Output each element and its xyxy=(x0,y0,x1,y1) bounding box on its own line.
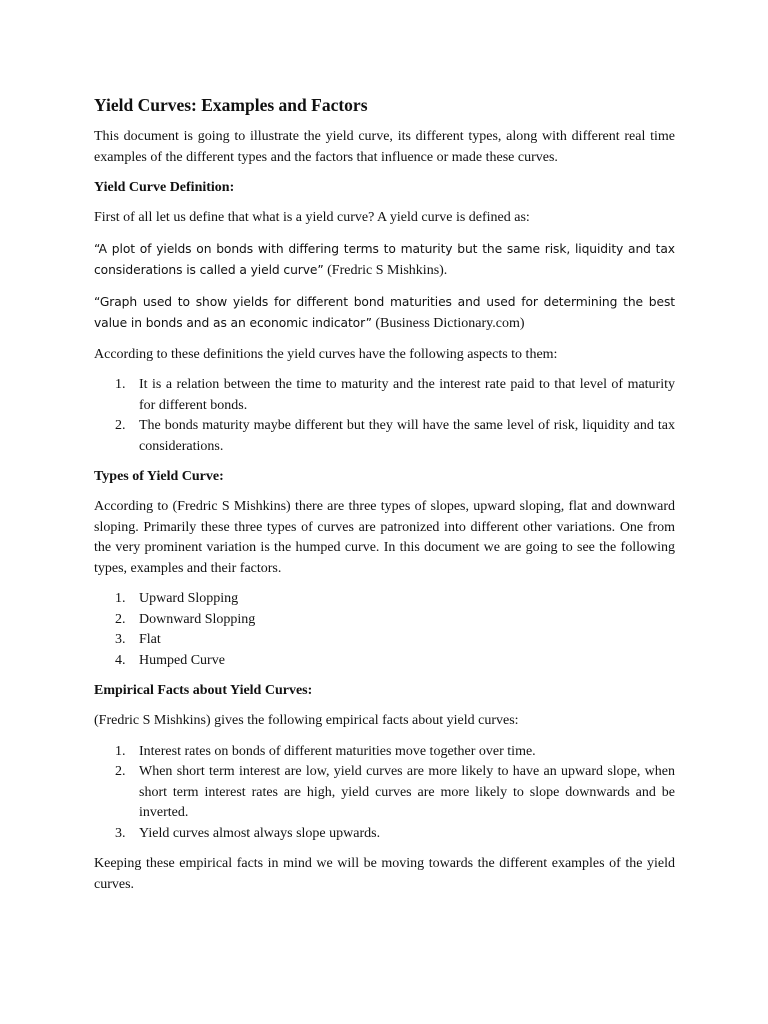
list-text: Interest rates on bonds of different maturities move together over time. xyxy=(139,743,536,759)
list-item xyxy=(94,742,675,763)
facts-list xyxy=(94,742,675,845)
facts-lead: (Fredric S Mishkins) gives the following empirical facts about yield curves: xyxy=(94,713,519,728)
list-item xyxy=(94,610,675,631)
list-number: 1. xyxy=(115,591,126,606)
definition-heading: Yield Curve Definition: xyxy=(94,180,235,195)
list-text: Upward Slopping xyxy=(139,591,239,606)
list-number: 2. xyxy=(115,611,126,627)
list-text: Flat xyxy=(139,632,161,647)
types-paragraph: According to (Fredric S Mishkins) there are three types of slopes, upward sloping, flat and downward sloping. Primarily these three types of curves are patronized into different other variations. One from the very prominent variation is the humped curve. In this document we are going to see the following types, examples and their factors. xyxy=(94,499,675,576)
list-item xyxy=(94,375,675,416)
quote-source: (Fredric S Mishkins). xyxy=(323,262,448,278)
list-item xyxy=(94,762,675,824)
list-number: 3. xyxy=(115,825,126,841)
quote-text: “Graph used to show yields for different bond maturities and used for determining the best value in bonds and as an economic indicator” xyxy=(94,294,675,330)
document-body xyxy=(94,94,675,905)
list-number: 2. xyxy=(115,418,126,433)
types-heading: Types of Yield Curve: xyxy=(94,469,224,484)
list-number: 2. xyxy=(115,764,126,779)
list-text: It is a relation between the time to maturity and the interest rate paid to that level of maturity for different bonds. xyxy=(139,377,675,413)
definition-lead: First of all let us define that what is a yield curve? A yield curve is defined as: xyxy=(94,210,530,225)
list-text: Yield curves almost always slope upwards. xyxy=(139,825,381,841)
list-text: Downward Slopping xyxy=(139,611,256,627)
list-number: 1. xyxy=(115,377,126,392)
list-item xyxy=(94,824,675,845)
list-number: 3. xyxy=(115,632,126,647)
types-list xyxy=(94,589,675,671)
closing-paragraph: Keeping these empirical facts in mind we will be moving towards the different examples of the yield curves. xyxy=(94,856,675,892)
list-item xyxy=(94,589,675,610)
list-item xyxy=(94,651,675,672)
list-text: Humped Curve xyxy=(139,652,225,668)
facts-heading: Empirical Facts about Yield Curves: xyxy=(94,683,313,698)
list-item xyxy=(94,416,675,457)
intro-paragraph: This document is going to illustrate the yield curve, its different types, along with different real time examples of the different types and the factors that influence or made these curves. xyxy=(94,129,675,165)
aspects-list xyxy=(94,375,675,457)
list-text: When short term interest are low, yield curves are more likely to have an upward slope, when short term interest rates are high, yield curves are more likely to slope downwards and be inverted. xyxy=(139,764,675,820)
list-number: 4. xyxy=(115,652,126,668)
aspects-lead: According to these definitions the yield curves have the following aspects to them: xyxy=(94,346,558,362)
quote-text: “A plot of yields on bonds with differing terms to maturity but the same risk, liquidity and tax considerations is called a yield curve” xyxy=(94,241,675,277)
definition-quote-mishkins xyxy=(94,239,675,281)
document-title: Yield Curves: Examples and Factors xyxy=(94,95,368,115)
definition-quote-business-dictionary xyxy=(94,292,675,334)
quote-source: (Business Dictionary.com) xyxy=(371,315,525,331)
list-text: The bonds maturity maybe different but they will have the same level of risk, liquidity and tax considerations. xyxy=(139,418,675,454)
list-number: 1. xyxy=(115,743,126,759)
list-item xyxy=(94,630,675,651)
